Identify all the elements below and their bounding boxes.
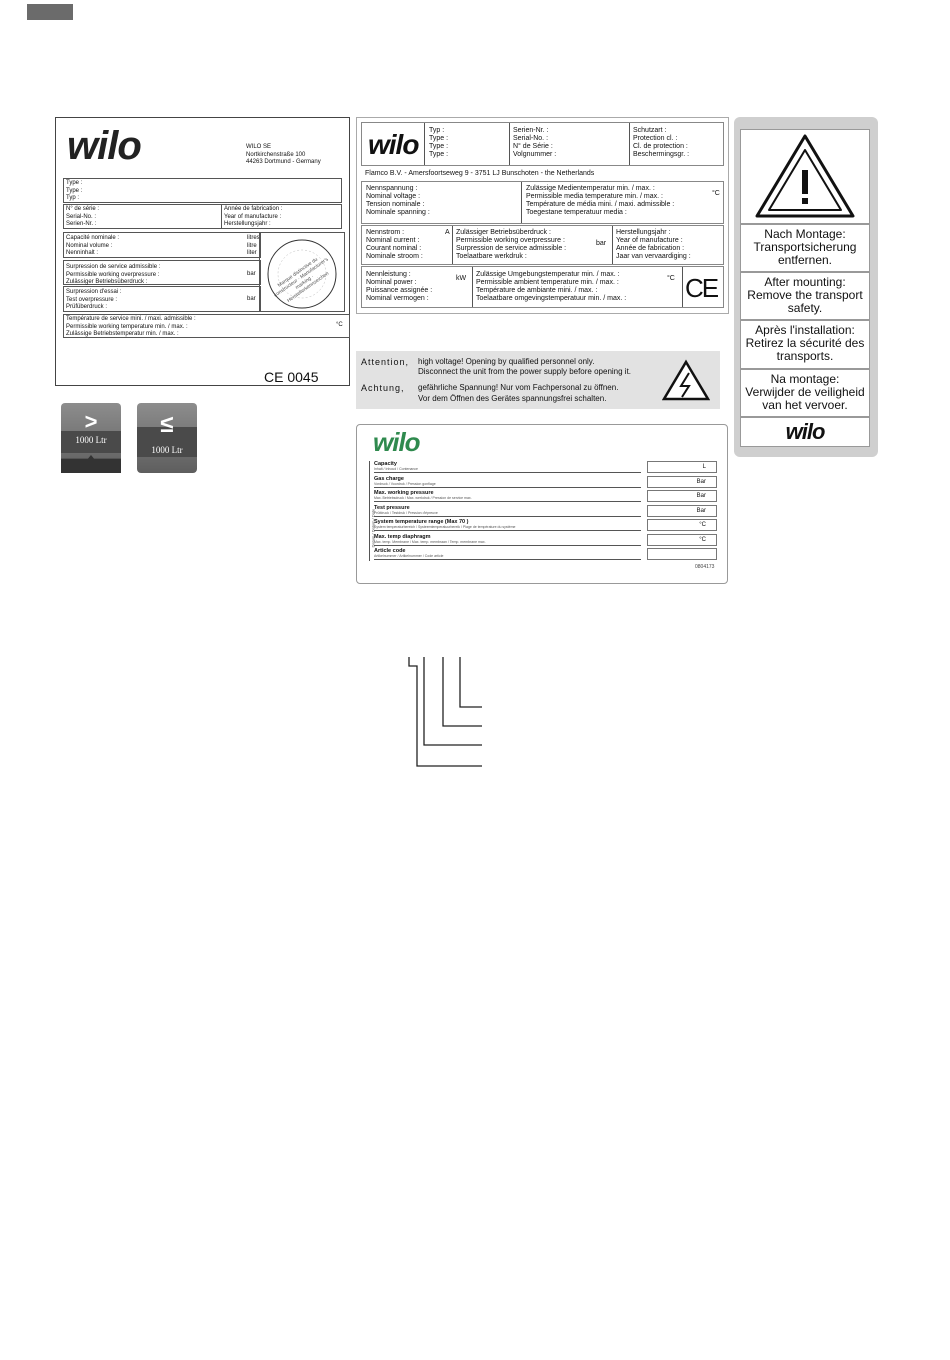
voltage-label: Nominale spanning :	[366, 209, 430, 216]
capacity-field	[63, 232, 261, 258]
unit-label: °C	[712, 190, 720, 197]
spec-unit-box: Bar	[647, 490, 717, 502]
less-or-equal-icon: ≤	[160, 411, 174, 438]
unit-label: bar	[247, 296, 256, 302]
spec-title: Gas charge	[374, 475, 404, 482]
spec-unit-box	[647, 548, 717, 560]
power-label: Nominal vermogen :	[366, 295, 429, 302]
unit-label: °C	[336, 322, 343, 328]
volume-badge-less-equal	[137, 403, 197, 473]
pressure-label: Permissible working overpressure :	[66, 271, 160, 278]
spec-row	[374, 476, 641, 486]
note-line: van het vervoer.	[762, 398, 848, 412]
spec-row	[374, 534, 641, 544]
achtung-line: gefährliche Spannung! Nur vom Fachpersonal zu öffnen.	[418, 383, 619, 392]
type-label: Typ :	[429, 127, 445, 134]
year-label: Jaar van vervaardiging :	[616, 253, 691, 260]
overpressure-label: Zulässiger Betriebsüberdruck :	[456, 229, 551, 236]
unit-label: litres	[247, 235, 260, 241]
current-label: Nominale stroom :	[366, 253, 423, 260]
year-label: Année de fabrication :	[224, 206, 283, 212]
temperature-field	[63, 314, 350, 338]
protection-label: Beschermingsgr. :	[633, 151, 690, 158]
note-line: transports.	[776, 349, 834, 363]
spec-row	[374, 505, 641, 515]
note-line: safety.	[787, 301, 823, 315]
media-temp-label: Température de média mini. / maxi. admissible :	[526, 201, 675, 208]
achtung-word: Achtung,	[361, 383, 405, 393]
current-label: Courant nominal :	[366, 245, 422, 252]
spec-row	[374, 519, 641, 529]
capacity-label: Nenninhalt :	[66, 250, 99, 256]
transport-note-nl	[740, 369, 870, 417]
stamp-text: Marque distinctive du constructeur · Manufacturer's marking · Herstellerkennzeichen	[272, 256, 331, 305]
manufacturer-address: Flamco B.V. - Amersfoortseweg 9 - 3751 LJ Bunschoten - the Netherlands	[365, 170, 595, 177]
badge-label: 1000 Ltr	[151, 445, 183, 455]
wilo-logo: wilo	[67, 124, 141, 168]
test-label: Prüfüberdruck :	[66, 304, 108, 310]
voltage-section	[361, 181, 724, 224]
serial-label: Serial-No. :	[66, 213, 97, 220]
current-section	[361, 225, 724, 265]
overpressure-label: Surpression de service admissible :	[456, 245, 567, 252]
pressure-field	[63, 260, 261, 285]
media-temp-label: Zulässige Medientemperatur min. / max. :	[526, 185, 655, 192]
spec-unit-box: Bar	[647, 505, 717, 517]
date-side-label: Datum / Datum / Date	[370, 508, 376, 548]
year-label: Herstellungsjahr :	[616, 229, 671, 236]
temp-label: Zulässige Betriebstemperatur min. / max. :	[66, 331, 179, 337]
spec-subtitle: Vordruck / Voordruk / Pression gonflage	[374, 481, 436, 486]
test-label: Test overpressure :	[66, 296, 118, 303]
protection-label: Cl. de protection :	[633, 143, 688, 150]
warning-icon-box	[740, 129, 870, 224]
ce-mark: CE	[685, 273, 718, 303]
article-code: 0804173	[695, 564, 715, 570]
capacity-label: Capacité nominale :	[66, 235, 120, 241]
serial-label: N° de Série :	[513, 143, 553, 150]
unit-label: liter	[247, 250, 257, 256]
spec-subtitle: Prüfdruck / Testdruk / Pression d'épreuve	[374, 510, 438, 515]
volume-badge-greater	[61, 403, 121, 473]
overpressure-label: Toelaatbare werkdruk :	[456, 253, 527, 260]
badge-label: 1000 Ltr	[75, 435, 107, 445]
protection-label: Protection cl. :	[633, 135, 678, 142]
address-line: WILO SE	[246, 144, 272, 150]
warning-triangle-icon	[741, 130, 869, 223]
temp-label: Température de service mini. / maxi. admissible :	[66, 316, 196, 322]
note-line: Après l'installation:	[755, 323, 855, 337]
year-label: Year of manufacture :	[224, 213, 282, 220]
spec-title: System temperature range (Max 70 )	[374, 519, 469, 525]
spec-row	[374, 461, 641, 471]
year-label: Herstellungsjahr :	[224, 221, 271, 227]
spec-subtitle: System temperaturbereich / Systeemtemperatuurbereik / Plage de température du système	[374, 525, 516, 529]
current-label: Nominal current :	[366, 237, 420, 244]
ambient-temp-label: Zulässige Umgebungstemperatur min. / max. :	[476, 271, 620, 278]
address-line: Nortkirchenstraße 100	[246, 151, 306, 158]
unit-label: bar	[247, 271, 256, 277]
serial-label: Serial-No. :	[513, 135, 549, 142]
label-reference-diagram	[400, 650, 490, 770]
address-line: 44263 Dortmund - Germany	[246, 159, 321, 165]
wilo-logo: wilo	[368, 129, 419, 160]
serial-label: Serien-Nr. :	[66, 221, 97, 227]
spec-title: Capacity	[374, 461, 397, 467]
wilo-logo: wilo	[373, 427, 420, 457]
voltage-label: Tension nominale :	[366, 201, 425, 208]
spec-unit-box: °C	[647, 534, 717, 546]
unit-label: A	[445, 229, 450, 236]
voltage-label: Nennspannung :	[366, 185, 418, 192]
type-label: Typ :	[66, 195, 80, 201]
note-line: Retirez la sécurité des	[745, 336, 865, 350]
test-label: Surpression d'essai :	[66, 289, 122, 295]
power-section	[361, 266, 724, 308]
greater-than-icon: >	[84, 409, 98, 434]
type-label: Type :	[429, 151, 449, 158]
ce-mark: CE 0045	[264, 369, 319, 385]
voltage-label: Nominal voltage :	[366, 193, 421, 200]
power-label: Nominal power :	[366, 279, 417, 286]
wilo-nameplate-vessel	[55, 117, 350, 386]
transport-note-en	[740, 272, 870, 320]
serial-label: N° de série :	[66, 206, 100, 212]
wilo-nameplate-electrical	[356, 117, 729, 314]
high-voltage-warning-label	[356, 351, 720, 409]
ambient-temp-label: Toelaatbare omgevingstemperatuur min. / max. :	[476, 295, 627, 302]
page-tab-marker	[27, 4, 73, 20]
unit-label: bar	[596, 240, 607, 247]
attention-line: high voltage! Opening by qualified personnel only.	[418, 357, 595, 366]
note-line: Transportsicherung	[753, 240, 857, 254]
attention-line: Disconnect the unit from the power supply before opening it.	[418, 367, 632, 376]
unit-label: kW	[456, 275, 467, 282]
temp-label: Permissible working temperature min. / max. :	[66, 323, 188, 330]
spec-subtitle: Max. temp. Membrane / Max. temp. membraan / Temp. membrane max.	[374, 539, 486, 544]
note-line: Remove the transport	[747, 288, 863, 302]
spec-subtitle: Artikelnummer / Artikelnummer / Code article	[374, 554, 444, 558]
media-temp-label: Permissible media temperature min. / max. :	[526, 193, 663, 200]
year-label: Année de fabrication :	[616, 245, 685, 252]
transport-note-de	[740, 224, 870, 272]
ambient-temp-label: Permissible ambient temperature min. / max. :	[476, 279, 619, 286]
spec-row	[374, 490, 641, 500]
transport-note-fr	[740, 320, 870, 369]
note-line: entfernen.	[777, 253, 833, 267]
spec-unit-box: L	[647, 461, 717, 473]
overpressure-label: Permissible working overpressure :	[456, 237, 565, 244]
pressure-label: Surpression de service admissible :	[66, 264, 161, 270]
type-label: Type :	[66, 180, 83, 186]
attention-word: Attention,	[361, 357, 410, 367]
spec-subtitle: Inhalt / Inhoud / Contenance	[374, 467, 418, 471]
note-line: Verwijder de veiligheid	[745, 385, 865, 399]
note-line: After mounting:	[764, 275, 846, 289]
transport-safety-label	[734, 117, 878, 457]
capacity-label: Nominal volume :	[66, 242, 113, 249]
unit-label: °C	[667, 275, 675, 282]
year-label: Year of manufacture :	[616, 237, 683, 244]
note-line: Na montage:	[770, 372, 840, 386]
wilo-nameplate-expansion-vessel	[356, 424, 728, 584]
test-pressure-field	[63, 286, 261, 312]
achtung-line: Vor dem Öffnen des Gerätes spannungsfrei schalten.	[418, 394, 607, 403]
spec-title: Max. temp diaphragm	[374, 533, 431, 540]
type-label: Type :	[429, 135, 449, 142]
power-label: Nennleistung :	[366, 271, 411, 278]
transport-logo-cell	[740, 417, 870, 447]
spec-unit-box: °C	[647, 519, 717, 531]
unit-label: litre	[247, 242, 257, 249]
spec-title: Article code	[374, 548, 406, 554]
power-label: Puissance assignée :	[366, 287, 433, 294]
protection-label: Schutzart :	[633, 127, 667, 134]
type-label: Type :	[66, 187, 83, 194]
serial-field	[63, 204, 342, 229]
spec-title: Max. working pressure	[374, 490, 434, 496]
serial-label: Serien-Nr. :	[513, 127, 549, 134]
note-line: Nach Montage:	[764, 227, 846, 241]
ambient-temp-label: Température de ambiante mini. / max. :	[476, 287, 598, 294]
spec-unit-box: Bar	[647, 476, 717, 488]
wilo-logo: wilo	[785, 419, 825, 444]
type-label: Type :	[429, 143, 449, 150]
header-section	[361, 122, 724, 166]
pressure-label: Zulässiger Betriebsüberdruck :	[66, 279, 148, 285]
spec-subtitle: Max. Betriebsdruck / Max. werkdruk / Pression de service max.	[374, 496, 472, 500]
media-temp-label: Toegestane temperatuur media :	[526, 209, 627, 216]
serial-label: Volgnummer :	[513, 151, 557, 158]
high-voltage-icon	[662, 359, 710, 401]
spec-title: Test pressure	[374, 504, 410, 511]
spec-row	[374, 548, 641, 558]
current-label: Nennstrom :	[366, 229, 405, 236]
manufacturer-address	[246, 144, 321, 167]
type-field	[63, 178, 342, 203]
